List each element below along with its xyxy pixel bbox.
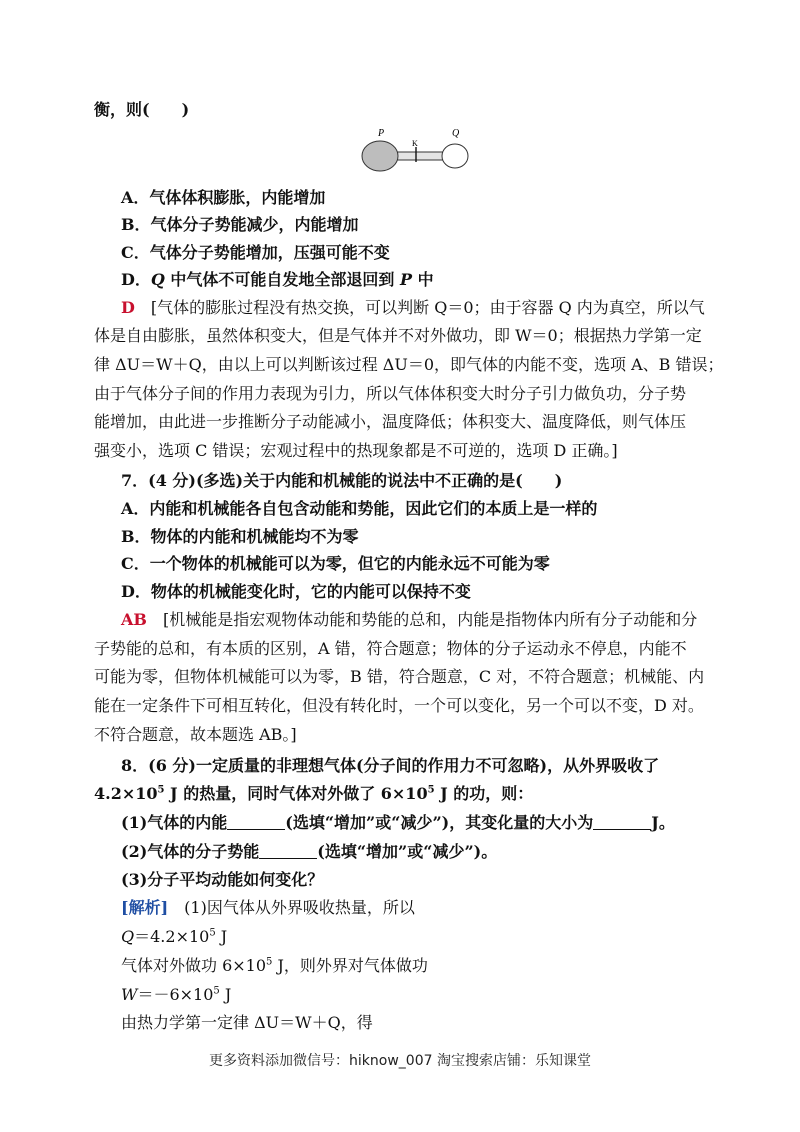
q7-option-d: D．物体的机械能变化时，它的内能可以保持不变 xyxy=(121,582,471,601)
diagram-label-q: Q xyxy=(452,128,460,139)
q6-explanation-line-2: 体是自由膨胀，虽然体积变大，但是气体并不对外做功，即 W＝0；根据热力学第一定 xyxy=(94,326,702,345)
container-diagram xyxy=(360,126,470,184)
q8-blank-3[interactable] xyxy=(259,844,317,859)
q7-option-a: A．内能和机械能各自包含动能和势能，因此它们的本质上是一样的 xyxy=(121,499,598,518)
q6-stem-tail: 衡，则( ) xyxy=(94,100,190,119)
q6-explanation-line-6: 强变小，选项 C 错误；宏观过程中的热现象都是不可逆的，选项 D 正确。] xyxy=(94,441,618,460)
diagram-bulb-q xyxy=(442,144,468,168)
q6-explanation-line-1: D [气体的膨胀过程没有热交换，可以判断 Q＝0；由于容器 Q 内为真空，所以气 xyxy=(121,298,705,317)
diagram-tube xyxy=(390,152,450,160)
q6-explanation-line-4: 由于气体分子间的作用力表现为引力，所以气体体积变大时分子引力做负功，分子势 xyxy=(94,384,687,403)
q8-analysis-line-1: [解析] (1)因气体从外界吸收热量，所以 xyxy=(121,898,415,917)
page-footer: 更多资料添加微信号：hiknow_007 淘宝搜索店铺：乐知课堂 xyxy=(209,1053,591,1069)
q7-answer: AB xyxy=(121,610,147,629)
q7-explanation-line-1: AB [机械能是指宏观物体动能和势能的总和，内能是指物体内所有分子动能和分 xyxy=(121,610,698,629)
q6-option-b: B．气体分子势能减少，内能增加 xyxy=(121,215,359,234)
q6-option-c: C．气体分子势能增加，压强可能不变 xyxy=(121,243,390,262)
q6-answer: D xyxy=(121,298,135,317)
diagram-label-k: K xyxy=(412,139,418,148)
q7-option-c: C．一个物体的机械能可以为零，但它的内能永远不可能为零 xyxy=(121,554,550,573)
q7-explanation-line-5: 不符合题意，故本题选 AB。] xyxy=(94,725,297,744)
q8-analysis-eq-w: $W=-6\times 10^5$ J xyxy=(121,985,232,1004)
q8-analysis-eq-q: $Q=4.2\times 10^5$ J xyxy=(121,927,228,946)
q6-option-d: D．Q 中气体不可能自发地全部退回到 P 中 xyxy=(121,270,434,289)
q7-explanation-line-4: 能在一定条件下可相互转化，但没有转化时，一个可以变化，另一个可以不变，D 对。 xyxy=(94,696,704,715)
q7-stem: 7．(4 分)(多选)关于内能和机械能的说法中不正确的是( ) xyxy=(121,471,563,490)
q8-analysis-work: 气体对外做功 $6\times 10^5$ J，则外界对气体做功 xyxy=(121,956,428,975)
diagram-label-p: P xyxy=(378,128,385,139)
q6-explanation-line-5: 能增加，由此进一步推断分子动能减小，温度降低；体积变大、温度降低，则气体压 xyxy=(94,412,687,431)
diagram-bulb-p xyxy=(362,141,398,171)
q8-blank-1[interactable] xyxy=(227,815,285,830)
q6-option-a: A．气体体积膨胀，内能增加 xyxy=(121,188,326,207)
q8-stem-line-2: $4.2\times 10^5$ J 的热量，同时气体对外做了 $6\times 10^5$ J 的功，则： xyxy=(94,784,534,803)
q6-explanation-line-3: 律 ΔU＝W＋Q，由以上可以判断该过程 ΔU＝0，即气体的内能不变，选项 A、B 错误； xyxy=(94,355,724,374)
q8-part-3: (3)分子平均动能如何变化？ xyxy=(121,870,324,889)
q8-stem-line-1: 8．(6 分)一定质量的非理想气体(分子间的作用力不可忽略)，从外界吸收了 xyxy=(121,756,660,775)
q8-analysis-tag: [解析] xyxy=(121,898,169,917)
q8-blank-2[interactable] xyxy=(593,815,651,830)
q8-part-1: (1)气体的内能 (选填“增加”或“减少”)，其变化量的大小为 J。 xyxy=(121,813,675,832)
q7-explanation-line-3: 可能为零，但物体机械能可以为零，B 错，符合题意，C 对，不符合题意；机械能、内 xyxy=(94,667,705,686)
q8-part-2: (2)气体的分子势能 (选填“增加”或“减少”)。 xyxy=(121,842,498,861)
q8-analysis-law: 由热力学第一定律 ΔU＝W＋Q，得 xyxy=(121,1013,373,1032)
q7-explanation-line-2: 子势能的总和，有本质的区别，A 错，符合题意；物体的分子运动永不停息，内能不 xyxy=(94,639,687,658)
q7-option-b: B．物体的内能和机械能均不为零 xyxy=(121,527,359,546)
